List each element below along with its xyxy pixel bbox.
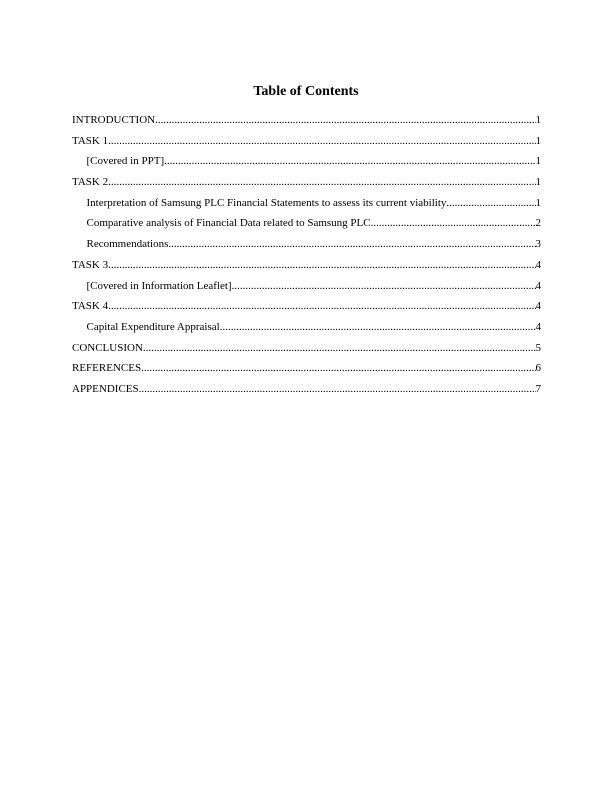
- toc-dot-leader: [143, 342, 536, 355]
- toc-page-number: 2: [535, 217, 541, 230]
- toc-dot-leader: [168, 238, 535, 251]
- toc-entry-label: TASK 1: [72, 134, 109, 147]
- toc-entry-label: [Covered in Information Leaflet]: [86, 279, 232, 292]
- toc-entry-task-4[interactable]: [72, 300, 541, 321]
- toc-dot-leader: [371, 217, 536, 230]
- toc-page-number: 1: [535, 114, 541, 126]
- toc-entry-introduction[interactable]: [72, 114, 541, 135]
- toc-entry-appendices[interactable]: [72, 383, 541, 404]
- toc-entry-label: INTRODUCTION: [72, 114, 156, 126]
- toc-entry-label: TASK 4: [72, 300, 109, 313]
- toc-dot-leader: [220, 321, 536, 334]
- toc-dot-leader: [141, 362, 535, 375]
- toc-entry-label: Interpretation of Samsung PLC Financial Statements to assess its current viability: [86, 196, 447, 209]
- toc-page-number: 1: [535, 134, 541, 147]
- toc-entry-label: TASK 2: [72, 176, 109, 189]
- toc-entry-capital-expenditure-appraisal[interactable]: [72, 321, 541, 342]
- toc-dot-leader: [108, 135, 535, 148]
- toc-entry-label: CONCLUSION: [72, 341, 143, 354]
- toc-entry-label: Comparative analysis of Financial Data related to Samsung PLC: [86, 217, 371, 230]
- toc-entry-conclusion[interactable]: [72, 342, 541, 363]
- toc-page-number: 1: [535, 155, 541, 168]
- toc-entry-covered-in-information-leaflet[interactable]: [72, 280, 541, 301]
- toc-heading: Table of Contents: [253, 84, 359, 99]
- toc-dot-leader: [139, 383, 536, 396]
- toc-entry-task-1[interactable]: [72, 135, 541, 156]
- toc-entry-references[interactable]: [72, 362, 541, 383]
- toc-list: [72, 114, 541, 404]
- toc-page-number: 3: [535, 238, 541, 251]
- toc-dot-leader: [108, 300, 535, 313]
- toc-page-number: 1: [535, 176, 541, 189]
- toc-dot-leader: [155, 114, 535, 127]
- toc-page-number: 7: [535, 382, 541, 395]
- toc-page-number: 1: [535, 196, 541, 209]
- toc-dot-leader: [232, 280, 536, 293]
- toc-entry-label: Capital Expenditure Appraisal: [86, 320, 220, 333]
- toc-entry-task-3[interactable]: [72, 259, 541, 280]
- toc-page-number: 4: [535, 279, 541, 292]
- toc-page-number: 6: [535, 362, 541, 375]
- toc-entry-comparative-analysis[interactable]: [72, 217, 541, 238]
- toc-entry-covered-in-ppt[interactable]: [72, 155, 541, 176]
- toc-entry-interpretation[interactable]: [72, 197, 541, 218]
- toc-dot-leader: [108, 259, 535, 272]
- toc-dot-leader: [446, 197, 535, 210]
- toc-page-number: 4: [535, 300, 541, 313]
- toc-dot-leader: [108, 176, 535, 189]
- toc-entry-label: APPENDICES: [72, 382, 139, 395]
- toc-page-number: 4: [535, 258, 541, 271]
- toc-entry-label: TASK 3: [72, 258, 109, 271]
- toc-entry-task-2[interactable]: [72, 176, 541, 197]
- toc-entry-label: Recommendations: [86, 238, 169, 251]
- toc-dot-leader: [164, 155, 535, 168]
- toc-entry-recommendations[interactable]: [72, 238, 541, 259]
- toc-page-number: 4: [535, 320, 541, 333]
- toc-page-number: 5: [535, 341, 541, 354]
- toc-entry-label: REFERENCES: [72, 362, 142, 375]
- toc-entry-label: [Covered in PPT]: [86, 155, 165, 168]
